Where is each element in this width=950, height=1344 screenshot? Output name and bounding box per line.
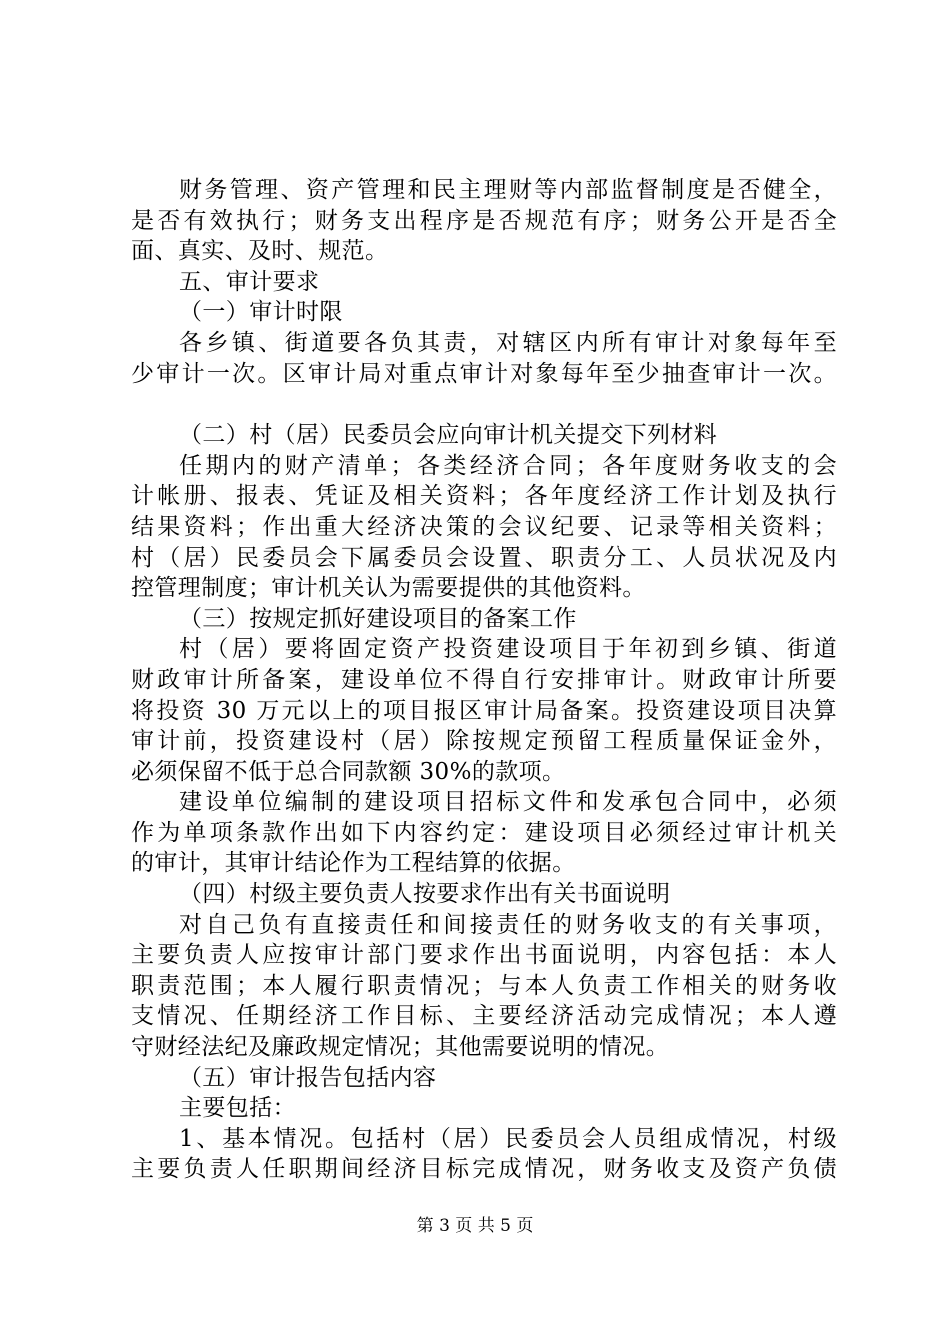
text-line: 将投资 30 万元以上的项目报区审计局备案。投资建设项目决算 [131,697,837,724]
text-line: 主要负责人应按审计部门要求作出书面说明，内容包括：本人 [131,942,837,969]
text-line: 作为单项条款作出如下内容约定：建设项目必须经过审计机关 [131,819,837,846]
text-line: 面、真实、及时、规范。 [131,238,389,265]
page-number-footer: 第 3 页 共 5 页 [416,1216,534,1236]
text-line: 审计前，投资建设村（居）除按规定预留工程质量保证金外， [131,728,837,755]
document-body [131,175,837,1185]
text-line: 支情况、任期经济工作目标、主要经济活动完成情况；本人遵 [131,1003,837,1030]
subsection-heading: （一）审计时限 [179,299,343,326]
text-line: 是否有效执行；财务支出程序是否规范有序；财务公开是否全 [131,207,837,234]
subsection-heading: （五）审计报告包括内容 [179,1064,437,1091]
text-line: 财务管理、资产管理和民主理财等内部监督制度是否健全， [179,177,837,203]
subsection-heading: （四）村级主要负责人按要求作出有关书面说明 [179,881,671,908]
text-line: 各乡镇、街道要各负其责，对辖区内所有审计对象每年至 [179,329,837,356]
text-line: 必须保留不低于总合同款额 30%的款项。 [131,758,566,785]
paragraph-gap [131,389,837,420]
text-line: 村（居）民委员会下属委员会设置、职责分工、人员状况及内 [131,544,837,571]
text-line: 职责范围；本人履行职责情况；与本人负责工作相关的财务收 [131,972,837,999]
text-line: 1、基本情况。包括村（居）民委员会人员组成情况，村级 [179,1125,837,1152]
text-line: 控管理制度；审计机关认为需要提供的其他资料。 [131,575,646,602]
text-line: 任期内的财产清单；各类经济合同；各年度财务收支的会 [179,452,837,479]
text-line: 少审计一次。区审计局对重点审计对象每年至少抽查审计一次。 [131,360,837,387]
text-line: 计帐册、报表、凭证及相关资料；各年度经济工作计划及执行 [131,483,837,510]
text-line: 守财经法纪及廉政规定情况；其他需要说明的情况。 [131,1034,670,1061]
text-line: 的审计，其审计结论作为工程结算的依据。 [131,850,576,877]
text-line: 财政审计所备案，建设单位不得自行安排审计。财政审计所要 [131,666,837,693]
text-line: 建设单位编制的建设项目招标文件和发承包合同中，必须 [179,789,837,816]
text-line: 结果资料；作出重大经济决策的会议纪要、记录等相关资料； [131,513,837,540]
text-line: 对自己负有直接责任和间接责任的财务收支的有关事项， [179,911,837,938]
subsection-heading: （三）按规定抓好建设项目的备案工作 [179,605,577,632]
subsection-heading: （二）村（居）民委员会应向审计机关提交下列材料 [179,422,718,449]
text-line: 村（居）要将固定资产投资建设项目于年初到乡镇、街道 [179,636,837,663]
text-line: 主要包括： [179,1095,296,1122]
text-line: 主要负责人任职期间经济目标完成情况，财务收支及资产负债 [131,1156,837,1183]
section-heading: 五、审计要求 [179,268,320,295]
